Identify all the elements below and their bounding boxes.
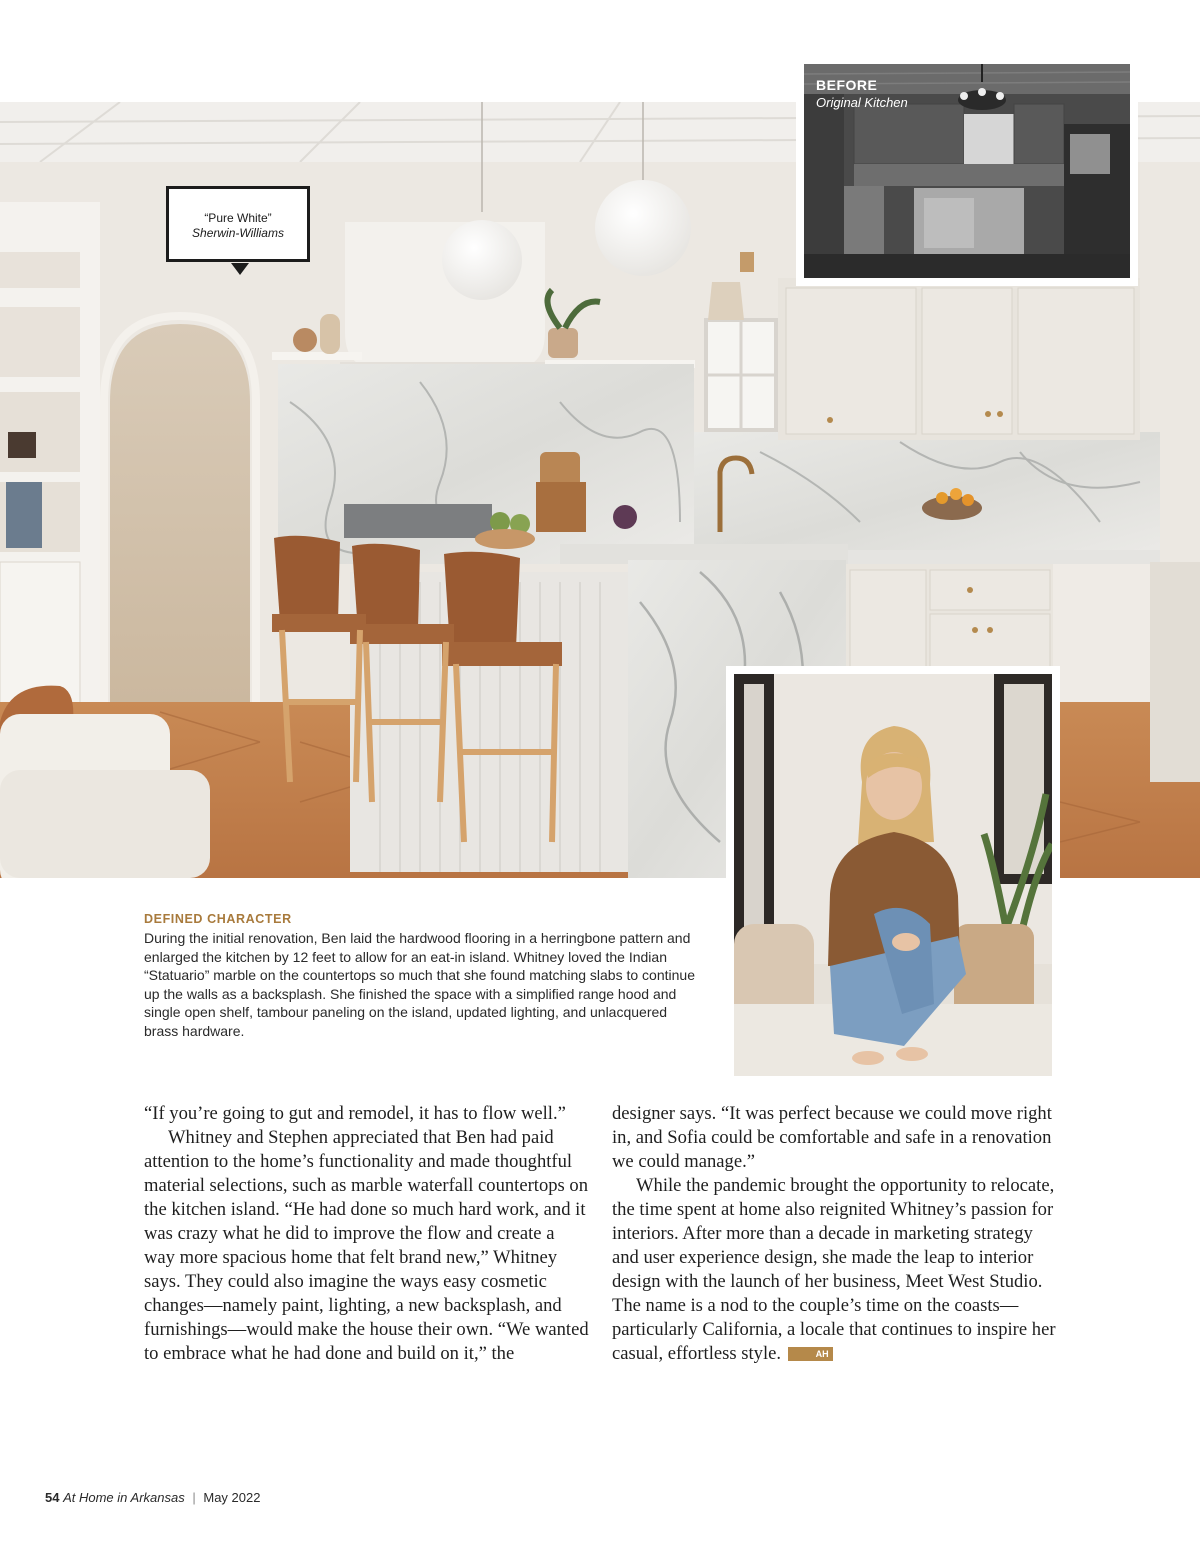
before-label bbox=[816, 76, 908, 112]
article-column-right bbox=[612, 1102, 1058, 1366]
before-title: BEFORE bbox=[816, 77, 878, 93]
article-paragraph: designer says. “It was perfect because we could move right in, and Sofia could be comfortable and safe in a renovation we could manage.” bbox=[612, 1103, 1052, 1172]
end-mark-badge: AH bbox=[788, 1347, 833, 1361]
caption-kicker: DEFINED CHARACTER bbox=[144, 912, 292, 926]
article-paragraph-final bbox=[612, 1174, 1058, 1366]
portrait-illustration bbox=[734, 674, 1052, 1076]
paint-color-callout bbox=[166, 186, 310, 262]
portrait-photo bbox=[726, 666, 1060, 1076]
article-paragraph: “If you’re going to gut and remodel, it has to flow well.” bbox=[144, 1103, 566, 1124]
paint-color-name: “Pure White” bbox=[204, 211, 272, 225]
page-footer bbox=[45, 1490, 260, 1505]
article-paragraph-text: While the pandemic brought the opportunity to relocate, the time spent at home also reignited Whitney’s passion for interiors. After more than a decade in marketing strategy and user experience design, she made the leap to interior design with the launch of her business, Meet West Studio. The name is a nod to the couple’s time on the coasts—particularly California, a locale that continues to inspire her casual, effortless style. bbox=[612, 1175, 1056, 1364]
article-column-left bbox=[144, 1102, 590, 1366]
article-paragraph: Whitney and Stephen appreciated that Ben had paid attention to the home’s functionality and made thoughtful material selections, such as marble waterfall countertops on the kitchen island. “He had done so much hard work, and it was crazy what he did to improve the flow and create a way more spacious home that felt brand new,” Whitney says. They could also imagine the ways easy cosmetic changes—namely paint, lighting, a new backsplash, and furnishings—would make the house their own. “We wanted to embrace what he had done and build on it,” the bbox=[144, 1127, 589, 1364]
footer-separator: | bbox=[192, 1490, 196, 1505]
magazine-name: At Home in Arkansas bbox=[63, 1490, 185, 1505]
paint-brand: Sherwin-Williams bbox=[192, 226, 284, 240]
page-number: 54 bbox=[45, 1490, 60, 1505]
before-subtitle: Original Kitchen bbox=[816, 95, 908, 110]
before-photo bbox=[796, 56, 1138, 286]
issue-date: May 2022 bbox=[203, 1490, 261, 1505]
caption-text: During the initial renovation, Ben laid the hardwood flooring in a herringbone pattern and enlarged the kitchen by 12 feet to allow for an eat-in island. Whitney loved the Indian “Statuario” marble on the countertops so much that she found matching slabs to continue up the walls as a backsplash. She finished the space with a simplified range hood and single open shelf, tambour paneling on the island, updated lighting, and unlacquered brass hardware. bbox=[144, 930, 695, 1039]
triangle-down-icon bbox=[231, 263, 249, 275]
photo-caption bbox=[144, 910, 704, 1040]
